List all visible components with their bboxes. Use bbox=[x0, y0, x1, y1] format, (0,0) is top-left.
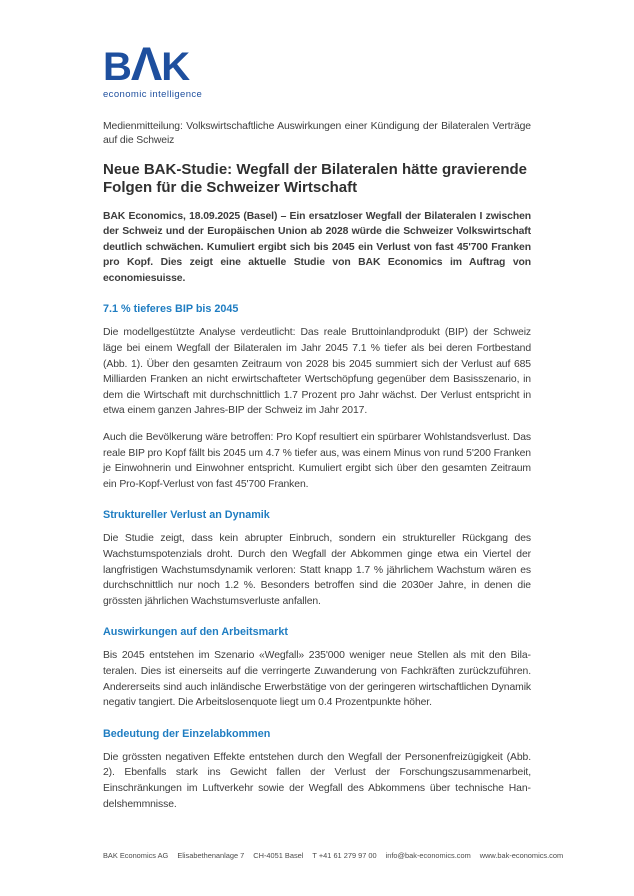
kicker-line: Medienmitteilung: Volkswirtschaftliche Auswirkungen einer Kündigung der Bilateralen Verträge auf die Schweiz bbox=[103, 120, 531, 146]
section-heading-dynamik: Struktureller Verlust an Dynamik bbox=[103, 509, 270, 522]
page-title: Neue BAK-Studie: Wegfall der Bilateralen hätte gravierende Folgen für die Schweizer Wirtschaft bbox=[103, 160, 527, 196]
section-arbeitsmarkt bbox=[103, 625, 531, 710]
logo-letter-a-peak: Λ bbox=[130, 37, 162, 90]
footer-email-link[interactable]: info@bak-economics.com bbox=[385, 851, 471, 860]
body-paragraph: Die modellgestützte Analyse verdeutlicht: Das reale Bruttoinlandprodukt (BIP) der Schweiz läge bei einem Wegfall der Bilateralen im Jahr 2045 7.1 % tiefer als bei deren Fortbestand (Abb. 1). Über den gesamten Zeitraum von 2028 bis 2045 summiert sich der Verlust auf 685 Milliarden Franken an nicht erwirtschafteter Wertschöpfung gegenüber dem Basisszenario, in dem die Wirtschaft mit durchschnittlich 1.7 Prozent pro Jahr wächst. Der Verlust entspricht in etwa einem ganzen Jahres-BIP der Schweiz im Jahr 2017. bbox=[103, 327, 531, 417]
body-paragraph: Die Studie zeigt, dass kein abrupter Einbruch, sondern ein struktureller Rückgang des Wachstumspotenzials droht. Durch den Wegfall der Abkommen ginge etwa ein Viertel der langfristigen Wachstumsdynamik verloren: Statt knapp 1.7 % jährlichem Wachstum wären es durchschnittlich nur noch 1.2 %. Besonders betroffen sind die 2030er Jahre, in denen die grössten jährlichen Wachstumsverluste anfallen. bbox=[103, 533, 531, 607]
lead-paragraph: BAK Economics, 18.09.2025 (Basel) – Ein ersatzloser Wegfall der Bilateralen I zwischen der Schweiz und der Europäischen Union ab 2028 würde die Schweizer Volkswirtschaft deutlich schwächen. Kumuliert ergibt sich bis 2045 ein Verlust von fast 45'700 Franken pro Kopf. Dies zeigt eine aktuelle Studie von BAK Economics im Auftrag von economiesuisse. bbox=[103, 210, 531, 284]
body-paragraph: Bis 2045 entstehen im Szenario «Wegfall» 235'000 weniger neue Stellen als mit den Bilateralen. Dies ist einerseits auf die verringerte Zuwanderung von Fachkräften zurückzuführen. Andererseits sind auch inländische Erwerbstätige von der geringeren wirtschaftlichen Dynamik negativ tangiert. Die Arbeitslosenquote liegt um 0.4 Prozentpunkte höher. bbox=[103, 650, 531, 709]
footer-website-link[interactable]: www.bak-economics.com bbox=[479, 851, 564, 860]
section-einzelabkommen bbox=[103, 727, 531, 812]
section-bip bbox=[103, 302, 531, 492]
logo-subtitle: economic intelligence bbox=[103, 89, 203, 100]
footer-city: CH-4051 Basel bbox=[253, 851, 304, 860]
logo-letter-b: B bbox=[103, 45, 131, 89]
footer-phone: T +41 61 279 97 00 bbox=[312, 851, 377, 860]
footer-contact-line bbox=[103, 851, 564, 861]
bak-logo bbox=[103, 37, 531, 100]
body-paragraph: Auch die Bevölkerung wäre betroffen: Pro Kopf resultiert ein spürbarer Wohlstandsverlust. Das reale BIP pro Kopf fällt bis 2045 um 4.7 % tiefer aus, was einem Minus von rund 5'200 Franken je Einwohnerin und Einwohner entspricht. Kumuliert ergibt sich über den gesamten Zeitraum ein Pro-Kopf-Verlust von fast 45'700 Franken. bbox=[103, 432, 531, 490]
footer-company-name: BAK Economics AG bbox=[103, 851, 169, 860]
footer-street-address: Elisabethenanlage 7 bbox=[177, 851, 245, 860]
body-paragraph: Die grössten negativen Effekte entstehen durch den Wegfall der Personenfreizügigkeit (Abb. 2). Ebenfalls stark ins Gewicht fallen der Verlust der Forschungszusammenarbeit, Einschränkungen im Luftverkehr sowie der Wegfall des Abkommens über technische Handelshemmnisse. bbox=[103, 751, 531, 810]
logo-letter-k: K bbox=[161, 45, 190, 89]
section-heading-bip: 7.1 % tieferes BIP bis 2045 bbox=[103, 303, 239, 316]
section-heading-arbeitsmarkt: Auswirkungen auf den Arbeitsmarkt bbox=[103, 626, 288, 639]
section-dynamik bbox=[103, 508, 531, 609]
section-heading-einzelabkommen: Bedeutung der Einzelabkommen bbox=[103, 727, 271, 740]
bak-logo-wordmark bbox=[103, 37, 531, 90]
